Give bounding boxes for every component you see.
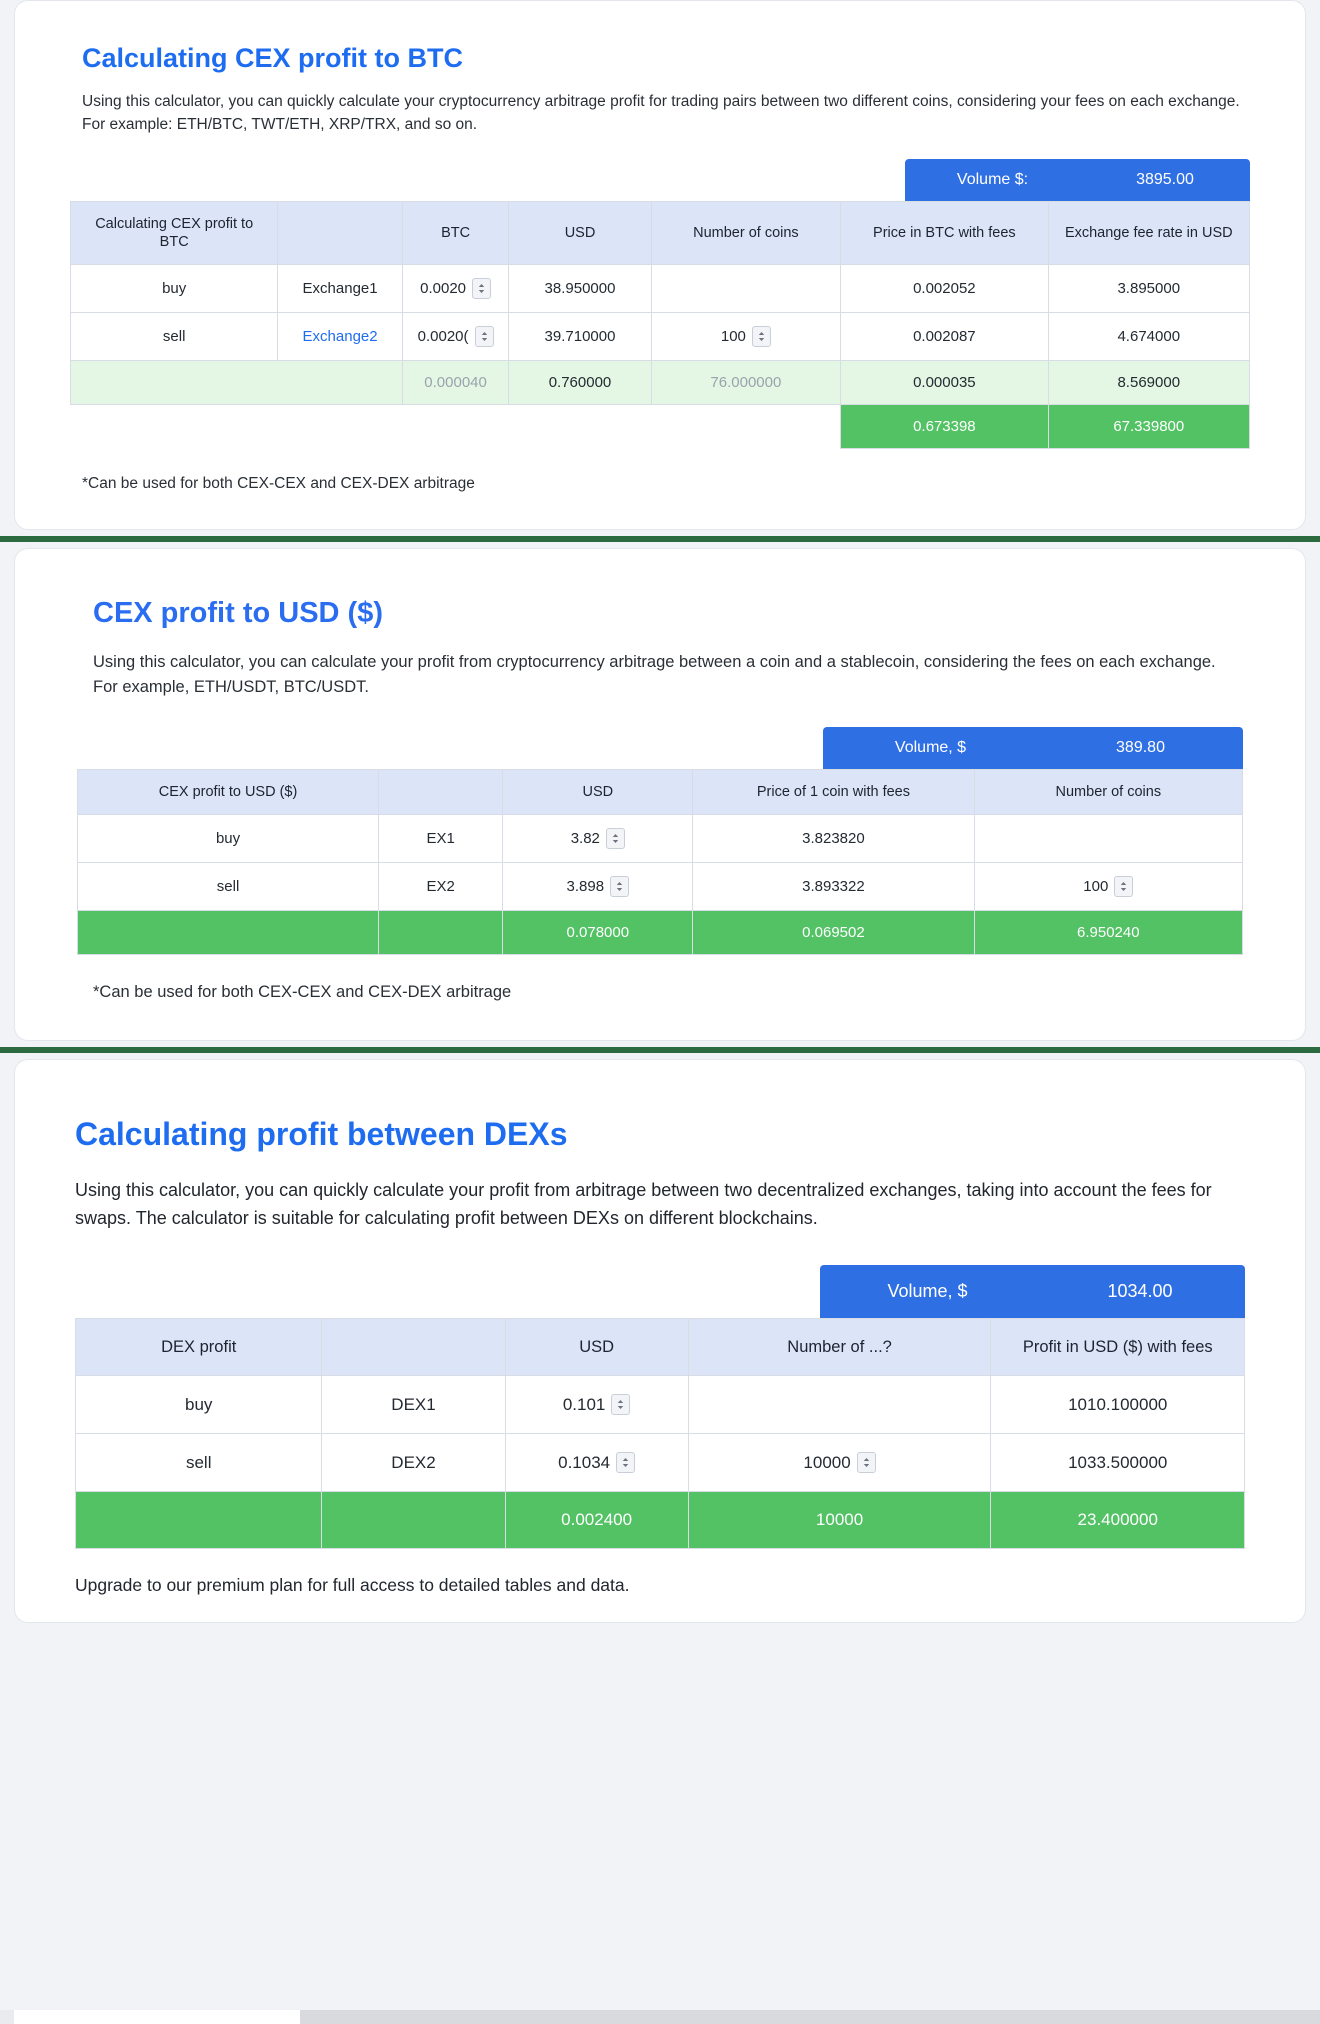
- diff-coins: 76.000000: [651, 360, 841, 404]
- stepper-usd-buy[interactable]: [606, 828, 625, 849]
- diff-btc: 0.000040: [402, 360, 509, 404]
- table-row-buy: [71, 264, 1250, 312]
- total-coins: 6.950240: [974, 911, 1242, 955]
- table-header-row: [76, 1318, 1245, 1376]
- header-calc-title: Calculating CEX profit to BTC: [71, 201, 278, 264]
- input-usd-sell[interactable]: 0.1034: [558, 1452, 611, 1472]
- input-usd-sell[interactable]: 3.898: [566, 878, 605, 895]
- header-price-1-coin-fees: Price of 1 coin with fees: [693, 769, 974, 814]
- table-cex-usd: [77, 769, 1243, 955]
- card-cex-profit-btc: [14, 0, 1306, 530]
- header-usd: USD: [505, 1318, 688, 1376]
- row-side-sell: sell: [76, 1434, 322, 1492]
- volume-bar-3: [820, 1265, 1245, 1318]
- total-blank-2: [322, 1492, 505, 1549]
- table-row-sell: [78, 863, 1243, 911]
- cell-number-buy: [688, 1376, 991, 1434]
- diff-blank-2: [278, 360, 402, 404]
- diff-price-btc-fees: 0.000035: [841, 360, 1048, 404]
- cell-usd-buy: [503, 815, 693, 863]
- total-price-fees: 0.069502: [693, 911, 974, 955]
- scrollbar-left-segment: [0, 2010, 14, 2024]
- total-profit: 23.400000: [991, 1492, 1245, 1549]
- header-blank: [322, 1318, 505, 1376]
- description-cex-usd: Using this calculator, you can calculate your profit from cryptocurrency arbitrage between a coin and a stablecoin, considering the fees on each exchange. For example, ETH/USDT, BTC/USDT.: [93, 652, 1216, 697]
- diff-usd: 0.760000: [509, 360, 651, 404]
- page-title-cex-usd: CEX profit to USD ($): [93, 596, 383, 629]
- stepper-usd-sell[interactable]: [610, 876, 629, 897]
- stepper-btc-sell[interactable]: [475, 326, 494, 347]
- footnote-dex-upgrade: Upgrade to our premium plan for full access to detailed tables and data.: [75, 1575, 630, 1596]
- header-number-of: Number of ...?: [688, 1318, 991, 1376]
- table-header-row: [78, 769, 1243, 814]
- footnote-cex-btc: *Can be used for both CEX-CEX and CEX-DEX arbitrage: [82, 474, 475, 492]
- section-divider-1: [0, 536, 1320, 542]
- table-cex-btc: [70, 201, 1250, 449]
- row-side-sell: sell: [71, 312, 278, 360]
- header-btc: BTC: [402, 201, 509, 264]
- cell-btc-sell: [402, 312, 509, 360]
- cell-coins-sell: [651, 312, 841, 360]
- header-cex-usd-title: CEX profit to USD ($): [78, 769, 379, 814]
- table-header-row: [71, 201, 1250, 264]
- total-usd: 0.002400: [505, 1492, 688, 1549]
- header-blank: [379, 769, 503, 814]
- cell-number-sell: [688, 1434, 991, 1492]
- header-number-of-coins: Number of coins: [651, 201, 841, 264]
- cell-price-fees-buy: 3.823820: [693, 815, 974, 863]
- stepper-coins-sell[interactable]: [1114, 876, 1133, 897]
- total-blank-1: [71, 404, 278, 448]
- bottom-scrollbar-strip[interactable]: [0, 2010, 1320, 2024]
- cell-usd-sell: [503, 863, 693, 911]
- stepper-btc-buy[interactable]: [472, 278, 491, 299]
- volume-value-3: 1034.00: [1107, 1280, 1173, 1301]
- diff-fee-usd: 8.569000: [1048, 360, 1249, 404]
- row-side-buy: buy: [71, 264, 278, 312]
- footnote-cex-usd: *Can be used for both CEX-CEX and CEX-DEX arbitrage: [93, 983, 512, 1001]
- volume-bar-1: [905, 159, 1250, 201]
- table-row-total: [76, 1492, 1245, 1549]
- cell-coins-sell: [974, 863, 1242, 911]
- volume-bar-2: [823, 727, 1243, 769]
- header-usd: USD: [509, 201, 651, 264]
- header-blank: [278, 201, 402, 264]
- page-title-cex-btc: Calculating CEX profit to BTC: [82, 43, 463, 73]
- cell-usd-buy: 38.950000: [509, 264, 651, 312]
- input-btc-buy[interactable]: 0.0020: [420, 279, 467, 297]
- total-blank-3: [402, 404, 509, 448]
- table-row-total: [78, 911, 1243, 955]
- volume-label-3: Volume, $: [887, 1280, 968, 1301]
- row-exchange-ex1: EX1: [379, 815, 503, 863]
- table-row-total: [71, 404, 1250, 448]
- cell-usd-sell: 39.710000: [509, 312, 651, 360]
- row-exchange-1: Exchange1: [278, 264, 402, 312]
- section-divider-2: [0, 1047, 1320, 1053]
- cell-price-fees-sell: 3.893322: [693, 863, 974, 911]
- page-title-dex: Calculating profit between DEXs: [75, 1116, 568, 1152]
- card-dex-profit: [14, 1059, 1306, 1623]
- volume-label-2: Volume, $: [894, 738, 967, 756]
- volume-label-1: Volume $:: [956, 170, 1029, 188]
- table-row-sell: [76, 1434, 1245, 1492]
- header-price-btc-fees: Price in BTC with fees: [841, 201, 1048, 264]
- stepper-coins-sell[interactable]: [752, 326, 771, 347]
- total-blank-2: [379, 911, 503, 955]
- header-exchange-fee-usd: Exchange fee rate in USD: [1048, 201, 1249, 264]
- description-dex: Using this calculator, you can quickly calculate your profit from arbitrage between two decentralized exchanges, taking into account the fees for swaps. The calculator is suitable for calculating profit between DEXs on different blockchains.: [75, 1180, 1212, 1228]
- cell-fee-usd-buy: 3.895000: [1048, 264, 1249, 312]
- diff-blank-1: [71, 360, 278, 404]
- stepper-number-sell[interactable]: [857, 1452, 876, 1473]
- row-exchange-dex2: DEX2: [322, 1434, 505, 1492]
- row-side-buy: buy: [78, 815, 379, 863]
- input-number-sell[interactable]: 10000: [803, 1452, 851, 1472]
- table-row-buy: [76, 1376, 1245, 1434]
- total-blank-2: [278, 404, 402, 448]
- input-usd-buy[interactable]: 3.82: [570, 830, 600, 847]
- input-usd-buy[interactable]: 0.101: [562, 1394, 606, 1414]
- total-blank-1: [76, 1492, 322, 1549]
- total-blank-5: [651, 404, 841, 448]
- input-coins-sell[interactable]: 100: [720, 327, 746, 345]
- header-profit-usd-fees: Profit in USD ($) with fees: [991, 1318, 1245, 1376]
- cell-btc-buy: [402, 264, 509, 312]
- stepper-usd-sell[interactable]: [616, 1452, 635, 1473]
- row-exchange-dex1: DEX1: [322, 1376, 505, 1434]
- scrollbar-thumb[interactable]: [300, 2010, 1320, 2024]
- volume-value-2: 389.80: [1116, 738, 1165, 756]
- table-row-buy: [78, 815, 1243, 863]
- header-number-of-coins: Number of coins: [974, 769, 1242, 814]
- input-btc-sell[interactable]: 0.0020(: [417, 327, 469, 345]
- table-row-sell: [71, 312, 1250, 360]
- cell-profit-buy: 1010.100000: [991, 1376, 1245, 1434]
- row-exchange-2-link[interactable]: Exchange2: [278, 312, 402, 360]
- volume-value-1: 3895.00: [1136, 170, 1194, 188]
- total-price-btc-fees: 0.673398: [841, 404, 1048, 448]
- cell-usd-sell: [505, 1434, 688, 1492]
- cell-coins-buy: [651, 264, 841, 312]
- table-row-difference: [71, 360, 1250, 404]
- row-side-sell: sell: [78, 863, 379, 911]
- header-dex-profit: DEX profit: [76, 1318, 322, 1376]
- total-usd: 0.078000: [503, 911, 693, 955]
- cell-price-btc-fees-sell: 0.002087: [841, 312, 1048, 360]
- stepper-usd-buy[interactable]: [611, 1394, 630, 1415]
- header-usd: USD: [503, 769, 693, 814]
- row-side-buy: buy: [76, 1376, 322, 1434]
- cell-profit-sell: 1033.500000: [991, 1434, 1245, 1492]
- total-blank-1: [78, 911, 379, 955]
- total-number: 10000: [688, 1492, 991, 1549]
- cell-usd-buy: [505, 1376, 688, 1434]
- table-dex-profit: [75, 1318, 1245, 1550]
- total-fee-usd: 67.339800: [1048, 404, 1249, 448]
- cell-price-btc-fees-buy: 0.002052: [841, 264, 1048, 312]
- total-blank-4: [509, 404, 651, 448]
- card-cex-profit-usd: [14, 548, 1306, 1041]
- description-cex-btc: Using this calculator, you can quickly calculate your cryptocurrency arbitrage profit for trading pairs between two different coins, considering your fees on each exchange. For example: ETH/BTC, TWT/ETH, XRP/TRX, and so on.: [82, 93, 1240, 134]
- row-exchange-ex2: EX2: [379, 863, 503, 911]
- cell-coins-buy: [974, 815, 1242, 863]
- cell-fee-usd-sell: 4.674000: [1048, 312, 1249, 360]
- input-coins-sell[interactable]: 100: [1083, 878, 1109, 895]
